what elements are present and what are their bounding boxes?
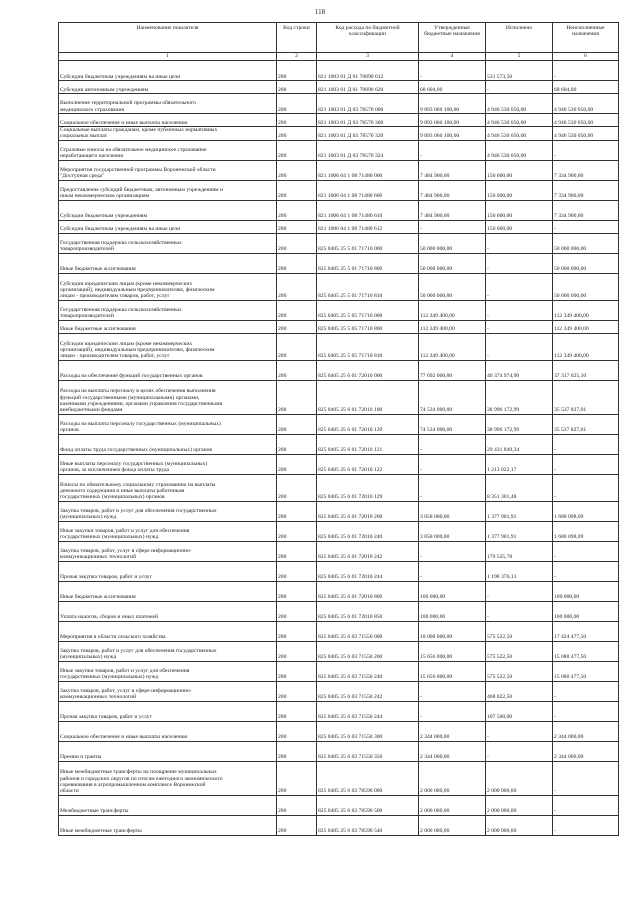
budget-code: 821 1003 01 Д 03 78570 324 [317,140,419,160]
row-label: Взносы по обязательному социальному страхованию на выплаты денежного содержания и иные выплаты работникам государственных (муниципальных) органов [59,474,277,501]
approved-amount: 3 058 000,00 [419,501,486,521]
line-code: 200 [277,474,317,501]
executed-amount: - [486,253,553,273]
remaining-amount: - [553,61,619,81]
approved-amount: - [419,681,486,701]
row-label: Мероприятия в области сельского хозяйства [59,621,277,641]
remaining-amount: 1 680 098,09 [553,501,619,521]
remaining-amount: 68 604,00 [553,81,619,94]
executed-amount: - [486,601,553,621]
approved-amount: 112 349 400,00 [419,320,486,333]
approved-amount: - [419,474,486,501]
table-row [59,561,619,581]
approved-amount: 3 058 000,00 [419,521,486,541]
row-label: Предоставление субсидий бюджетным, автономным учреждениям и иным некоммерческим организациям [59,180,277,200]
budget-code: 825 0405 25 5 05 71710 810 [317,333,419,360]
table-row [59,127,619,141]
table-row [59,233,619,253]
table-row [59,501,619,521]
budget-code: 825 0405 25 6 03 71550 200 [317,641,419,661]
budget-code: 825 0405 25 6 03 71550 300 [317,721,419,741]
table-row [59,795,619,815]
remaining-amount: 35 537 827,01 [553,414,619,434]
column-number: 4 [419,53,486,61]
executed-amount: 4 946 530 050,00 [486,114,553,127]
approved-amount: 2 000 000,00 [419,815,486,835]
executed-amount: - [486,81,553,94]
column-header: Исполнено [486,23,553,53]
approved-amount: 9 893 060 100,00 [419,127,486,141]
remaining-amount: 15 080 477,50 [553,641,619,661]
column-header: Код строки [277,23,317,53]
row-label: Расходы на выплаты персоналу в целях обеспечения выполнения функций государственными (муниципальными) органами, казенными учреждениями, органами управления государственными внебюджетными фондами [59,380,277,414]
table-row [59,81,619,94]
budget-code: 825 0405 25 6 03 71550 350 [317,741,419,761]
line-code: 200 [277,454,317,474]
remaining-amount: 15 080 477,50 [553,661,619,681]
row-label: Уплата налогов, сборов и иных платежей [59,601,277,621]
remaining-amount: - [553,561,619,581]
row-label: Мероприятия государственной программы Воронежской области "Доступная среда" [59,160,277,180]
executed-amount: 38 996 172,99 [486,380,553,414]
row-label: Субсидии юридическим лицам (кроме некоммерческих организаций), индивидуальным предпринимателям, физическим лицам - производителям товаров, работ, услуг [59,333,277,360]
budget-execution-table [58,22,619,836]
executed-amount: 575 522,50 [486,661,553,681]
remaining-amount: - [553,220,619,233]
remaining-amount: - [553,541,619,561]
column-header: Код расхода по бюджетной классификации [317,23,419,53]
executed-amount: - [486,581,553,601]
table-row [59,521,619,541]
executed-amount: - [486,300,553,320]
budget-code: 825 0405 25 6 03 71550 244 [317,701,419,721]
line-code: 200 [277,233,317,253]
remaining-amount: 100 000,00 [553,601,619,621]
approved-amount: 9 893 060 100,00 [419,114,486,127]
approved-amount: 68 604,00 [419,81,486,94]
line-code: 200 [277,661,317,681]
row-label: Расходы на обеспечение функций государственных органов [59,360,277,380]
table-row [59,601,619,621]
line-code: 200 [277,94,317,114]
budget-code: 825 0405 25 6 01 72010 120 [317,414,419,434]
row-label: Иные межбюджетные трансферты на поощрение муниципальных районов и городских округов по итогам ежегодного экономического соревнования в агропромышленном комплексе Воронежской области [59,761,277,795]
table-row [59,220,619,233]
remaining-amount: - [553,454,619,474]
remaining-amount: 112 349 400,00 [553,300,619,320]
line-code: 200 [277,541,317,561]
executed-amount: 8 351 301,48 [486,474,553,501]
approved-amount: 100 000,00 [419,601,486,621]
budget-code: 821 1003 01 Д 01 70890 612 [317,61,419,81]
budget-code: 825 0405 25 6 01 72010 244 [317,561,419,581]
line-code: 200 [277,380,317,414]
remaining-amount: 2 344 000,00 [553,741,619,761]
budget-code: 825 0405 25 6 03 71550 242 [317,681,419,701]
row-label: Субсидии бюджетным учреждениям на иные цели [59,61,277,81]
line-code: 200 [277,180,317,200]
budget-code: 821 1006 04 1 08 71480 612 [317,220,419,233]
approved-amount: 50 000 000,00 [419,273,486,300]
approved-amount: 15 656 000,00 [419,661,486,681]
approved-amount: 2 000 000,00 [419,761,486,795]
executed-amount: - [486,721,553,741]
approved-amount: 18 000 000,00 [419,621,486,641]
executed-amount: - [486,741,553,761]
row-label: Закупка товаров, работ и услуг для обеспечения государственных (муниципальных) нужд [59,641,277,661]
line-code: 200 [277,333,317,360]
column-header: Утвержденные бюджетные назначения [419,23,486,53]
budget-code: 821 1006 04 1 08 71480 600 [317,180,419,200]
line-code: 200 [277,521,317,541]
table-row [59,360,619,380]
row-label: Фонд оплаты труда государственных (муниципальных) органов [59,434,277,454]
row-label: Страховые взносы на обязательное медицинское страхование неработающего населения [59,140,277,160]
remaining-amount: 112 349 400,00 [553,333,619,360]
remaining-amount: - [553,681,619,701]
budget-code: 825 0405 25 6 03 71550 000 [317,621,419,641]
row-label: Иные межбюджетные трансферты [59,815,277,835]
table-row [59,61,619,81]
row-label: Закупка товаров, работ и услуг для обеспечения государственных (муниципальных) нужд [59,501,277,521]
line-code: 200 [277,434,317,454]
table-row [59,140,619,160]
line-code: 200 [277,273,317,300]
remaining-amount: 4 946 530 050,00 [553,127,619,141]
approved-amount: 2 344 000,00 [419,741,486,761]
approved-amount: 9 893 060 100,00 [419,94,486,114]
budget-code: 825 0405 25 6 01 72010 240 [317,521,419,541]
budget-code: 821 1003 01 Д 01 70890 620 [317,81,419,94]
row-label: Социальное обеспечение и иные выплаты населению [59,721,277,741]
column-number: 6 [553,53,619,61]
line-code: 200 [277,501,317,521]
budget-code: 825 0405 25 6 03 78590 000 [317,761,419,795]
table-row [59,273,619,300]
executed-amount: 4 946 530 050,00 [486,127,553,141]
line-code: 200 [277,81,317,94]
remaining-amount: - [553,815,619,835]
row-label: Межбюджетные трансферты [59,795,277,815]
table-row [59,701,619,721]
approved-amount: 50 000 000,00 [419,233,486,253]
remaining-amount: - [553,474,619,501]
budget-code: 825 0405 25 6 01 72010 121 [317,434,419,454]
row-label: Иные выплаты персоналу государственных (муниципальных) органов, за исключением фонда оплаты труда [59,454,277,474]
table-row [59,333,619,360]
executed-amount: 1 377 901,91 [486,521,553,541]
row-label: Субсидии бюджетным учреждениям на иные цели [59,220,277,233]
row-label: Иные бюджетные ассигнования [59,320,277,333]
budget-code: 825 0405 25 6 01 72010 200 [317,501,419,521]
table-row [59,160,619,180]
table-row [59,253,619,273]
row-label: Социальное обеспечение и иные выплаты населению [59,114,277,127]
executed-amount: 150 000,00 [486,160,553,180]
executed-amount: 4 946 530 050,00 [486,94,553,114]
row-label: Расходы на выплаты персоналу государственных (муниципальных) органов [59,414,277,434]
line-code: 200 [277,127,317,141]
budget-code: 821 1003 01 Д 03 78570 320 [317,127,419,141]
executed-amount: 38 996 172,99 [486,414,553,434]
approved-amount: 100 000,00 [419,581,486,601]
executed-amount: 40 374 974,90 [486,360,553,380]
column-header: Наименование показателя [59,23,277,53]
approved-amount: 112 349 400,00 [419,333,486,360]
budget-code: 825 0405 25 6 01 72010 850 [317,601,419,621]
line-code: 200 [277,641,317,661]
budget-code: 825 0405 25 6 03 71550 240 [317,661,419,681]
budget-code: 821 1003 01 Д 03 78570 000 [317,94,419,114]
approved-amount: 7 484 900,00 [419,160,486,180]
table-row [59,541,619,561]
row-label: Премии и гранты [59,741,277,761]
remaining-amount: - [553,701,619,721]
table-row [59,320,619,333]
executed-amount: - [486,320,553,333]
column-number-row [59,53,619,61]
table-row [59,474,619,501]
remaining-amount: 100 000,00 [553,581,619,601]
budget-code: 825 0405 25 5 01 71710 800 [317,253,419,273]
executed-amount: 1 377 901,91 [486,501,553,521]
executed-amount: 575 522,50 [486,641,553,661]
approved-amount: 7 484 900,00 [419,180,486,200]
row-label: Социальные выплаты гражданам, кроме публичных нормативных социальных выплат [59,127,277,141]
line-code: 200 [277,61,317,81]
budget-code: 825 0405 25 6 03 78590 540 [317,815,419,835]
remaining-amount: 17 424 477,50 [553,621,619,641]
executed-amount: - [486,333,553,360]
table-row [59,661,619,681]
line-code: 200 [277,721,317,741]
executed-amount: 2 000 000,00 [486,761,553,795]
remaining-amount: 7 334 900,00 [553,180,619,200]
executed-amount: 2 000 000,00 [486,795,553,815]
line-code: 200 [277,160,317,180]
budget-code: 825 0405 25 6 01 72010 129 [317,474,419,501]
table-row [59,641,619,661]
row-label: Субсидии бюджетным учреждениям [59,200,277,220]
budget-code: 825 0405 25 5 05 71710 000 [317,300,419,320]
budget-code: 821 1006 04 1 08 71480 000 [317,160,419,180]
executed-amount: - [486,233,553,253]
page-number: 118 [314,8,326,16]
line-code: 200 [277,681,317,701]
approved-amount: 112 349 400,00 [419,300,486,320]
executed-amount: 2 000 000,00 [486,815,553,835]
remaining-amount: 50 000 000,00 [553,253,619,273]
table-row [59,681,619,701]
remaining-amount: - [553,795,619,815]
remaining-amount: 50 000 000,00 [553,273,619,300]
approved-amount: - [419,454,486,474]
executed-amount: - [486,273,553,300]
remaining-amount: - [553,140,619,160]
row-label: Выполнение территориальной программы обязательного медицинского страхования [59,94,277,114]
line-code: 200 [277,741,317,761]
executed-amount: 531 573,50 [486,61,553,81]
approved-amount: - [419,61,486,81]
approved-amount: 50 000 000,00 [419,253,486,273]
row-label: Иные бюджетные ассигнования [59,253,277,273]
approved-amount: - [419,140,486,160]
executed-amount: 179 525,78 [486,541,553,561]
approved-amount: 7 484 900,00 [419,200,486,220]
row-label: Субсидии юридическим лицам (кроме некоммерческих организаций), индивидуальным предпринимателям, физическим лицам - производителям товаров, работ, услуг [59,273,277,300]
row-label: Иные закупки товаров, работ и услуг для обеспечения государственных (муниципальных) нужд [59,521,277,541]
line-code: 200 [277,414,317,434]
line-code: 200 [277,601,317,621]
budget-code: 825 0405 25 5 01 71710 810 [317,273,419,300]
budget-code: 825 0405 25 6 03 78590 500 [317,795,419,815]
row-label: Прочая закупка товаров, работ и услуг [59,561,277,581]
budget-code: 825 0405 25 6 01 72010 800 [317,581,419,601]
line-code: 200 [277,200,317,220]
table-row [59,94,619,114]
budget-code: 825 0405 25 5 01 71710 000 [317,233,419,253]
line-code: 200 [277,795,317,815]
line-code: 200 [277,220,317,233]
executed-amount: 575 522,50 [486,621,553,641]
table-row [59,380,619,414]
approved-amount: 2 344 000,00 [419,721,486,741]
line-code: 200 [277,561,317,581]
approved-amount: 15 656 000,00 [419,641,486,661]
executed-amount: 150 000,00 [486,200,553,220]
line-code: 200 [277,114,317,127]
table-row [59,761,619,795]
line-code: 200 [277,581,317,601]
row-label: Государственная поддержка сельскохозяйственных товаропроизводителей [59,300,277,320]
remaining-amount: 50 000 000,00 [553,233,619,253]
approved-amount: 2 000 000,00 [419,795,486,815]
table-row [59,741,619,761]
line-code: 200 [277,815,317,835]
line-code: 200 [277,761,317,795]
budget-code: 821 1006 04 1 08 71480 610 [317,200,419,220]
executed-amount: 150 000,00 [486,180,553,200]
executed-amount: 1 198 376,13 [486,561,553,581]
table-row [59,581,619,601]
remaining-amount: 7 334 900,00 [553,160,619,180]
remaining-amount: - [553,761,619,795]
executed-amount: 468 022,50 [486,681,553,701]
budget-code: 825 0405 25 6 01 72010 000 [317,360,419,380]
executed-amount: 4 946 530 050,00 [486,140,553,160]
approved-amount: 74 534 000,00 [419,414,486,434]
row-label: Закупка товаров, работ, услуг в сфере информационно- коммуникационных технологий [59,681,277,701]
budget-code: 825 0405 25 6 01 72010 242 [317,541,419,561]
table-row [59,721,619,741]
executed-amount: 107 500,00 [486,701,553,721]
table-row [59,180,619,200]
remaining-amount: 35 537 827,01 [553,380,619,414]
budget-code: 825 0405 25 6 01 72010 122 [317,454,419,474]
line-code: 200 [277,360,317,380]
remaining-amount: 1 680 098,09 [553,521,619,541]
row-label: Субсидии автономным учреждениям [59,81,277,94]
remaining-amount: 4 946 530 050,00 [553,94,619,114]
table-row [59,434,619,454]
approved-amount: - [419,541,486,561]
approved-amount: 77 692 000,00 [419,360,486,380]
line-code: 200 [277,300,317,320]
approved-amount: - [419,220,486,233]
remaining-amount: 4 946 530 050,00 [553,114,619,127]
table-header [59,23,619,53]
approved-amount: 74 534 000,00 [419,380,486,414]
row-label: Прочая закупка товаров, работ и услуг [59,701,277,721]
approved-amount: - [419,561,486,581]
line-code: 200 [277,621,317,641]
column-header: Неисполненные назначения [553,23,619,53]
table-row [59,815,619,835]
row-label: Государственная поддержка сельскохозяйственных товаропроизводителей [59,233,277,253]
remaining-amount: 112 349 400,00 [553,320,619,333]
table-row [59,621,619,641]
executed-amount: 1 213 022,17 [486,454,553,474]
remaining-amount: 2 344 000,00 [553,721,619,741]
table-row [59,200,619,220]
remaining-amount: - [553,434,619,454]
budget-code: 825 0405 25 6 01 72010 100 [317,380,419,414]
row-label: Закупка товаров, работ, услуг в сфере информационно- коммуникационных технологий [59,541,277,561]
line-code: 200 [277,253,317,273]
row-label: Иные закупки товаров, работ и услуг для обеспечения государственных (муниципальных) нужд [59,661,277,681]
column-number: 5 [486,53,553,61]
table-row [59,114,619,127]
table-row [59,414,619,434]
table-row [59,454,619,474]
executed-amount: 29 431 849,34 [486,434,553,454]
line-code: 200 [277,701,317,721]
remaining-amount: 7 334 900,00 [553,200,619,220]
executed-amount: 150 000,00 [486,220,553,233]
line-code: 200 [277,140,317,160]
remaining-amount: 37 317 025,10 [553,360,619,380]
row-label: Иные бюджетные ассигнования [59,581,277,601]
budget-code: 825 0405 25 5 05 71710 800 [317,320,419,333]
column-number: 1 [59,53,277,61]
approved-amount: - [419,434,486,454]
budget-code: 821 1003 01 Д 03 78570 300 [317,114,419,127]
line-code: 200 [277,320,317,333]
table-row [59,300,619,320]
approved-amount: - [419,701,486,721]
column-number: 3 [317,53,419,61]
column-number: 2 [277,53,317,61]
